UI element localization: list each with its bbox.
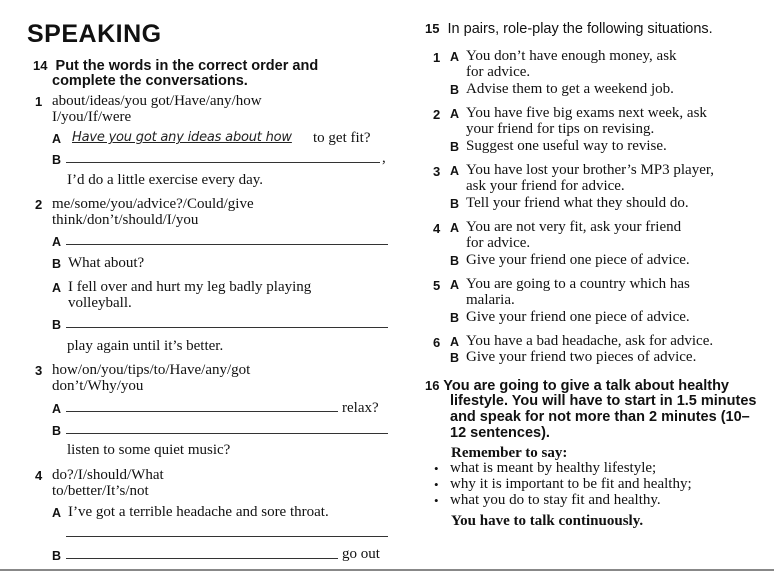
situation-2-b-line: Suggest one useful way to revise. (466, 138, 667, 154)
ex16-number: 16 (425, 378, 440, 393)
ex16-text-line1: You are going to give a talk about healthy (443, 378, 729, 394)
item-3-a-suffix: relax? (342, 400, 379, 416)
situation-3-b-label: B (450, 197, 460, 211)
item-2-a-answer-line[interactable] (66, 244, 388, 245)
item-3-b-answer-line[interactable] (66, 433, 388, 434)
item-1-continuation: I’d do a little exercise every day. (67, 172, 264, 188)
item-4-b-answer-line[interactable] (66, 558, 338, 559)
section-heading: SPEAKING (27, 20, 162, 48)
situation-4-b-line: Give your friend one piece of advice. (466, 252, 690, 268)
item-3-a-answer-line[interactable] (66, 411, 338, 412)
ex14-instruction-line2: complete the conversations. (52, 73, 248, 89)
item-4-b-suffix: go out (342, 546, 380, 562)
item-2-a-label: A (52, 235, 62, 249)
situation-4-a-line2: for advice. (466, 235, 531, 251)
ex16-bullet-3: what you do to stay fit and healthy. (450, 492, 661, 508)
item-1-a-answer: Have you got any ideas about how (72, 130, 292, 145)
item-3-prompt-line1: how/on/you/tips/to/Have/any/got (52, 362, 251, 378)
item-4-prompt-line2: to/better/It’s/not (52, 483, 149, 499)
situation-1-a-line1: You don’t have enough money, ask (466, 48, 677, 64)
situation-6-b-line: Give your friend two pieces of advice. (466, 349, 697, 365)
situation-4-a-label: A (450, 221, 460, 235)
item-1-b-label: B (52, 153, 62, 167)
item-2-prompt-line2: think/don’t/should/I/you (52, 212, 199, 228)
item-2-a2-label: A (52, 281, 62, 295)
situation-3-a-label: A (450, 164, 460, 178)
bullet-3-marker: • (434, 493, 439, 508)
situation-5-b-line: Give your friend one piece of advice. (466, 309, 690, 325)
situation-5-number: 5 (433, 278, 441, 293)
item-4-a-answer-line[interactable] (66, 536, 388, 537)
item-1-number: 1 (35, 94, 43, 109)
item-1-prompt-line2: I/you/If/were (52, 109, 132, 125)
item-2-continuation: play again until it’s better. (67, 338, 224, 354)
ex14-line1: Put the words in the correct order and (55, 58, 319, 74)
situation-6-a-line1: You have a bad headache, ask for advice. (466, 333, 714, 349)
situation-5-a-label: A (450, 278, 460, 292)
situation-3-number: 3 (433, 164, 441, 179)
situation-4-b-label: B (450, 254, 460, 268)
item-4-a-label: A (52, 506, 62, 520)
item-1-b-suffix: , (382, 150, 386, 166)
item-4-b-label: B (52, 549, 62, 563)
item-4-number: 4 (35, 468, 43, 483)
ex15-number: 15 (425, 21, 440, 36)
bullet-1-marker: • (434, 461, 439, 476)
ex15-instruction (425, 20, 713, 38)
bullet-2-marker: • (434, 477, 439, 492)
situation-3-a-line1: You have lost your brother’s MP3 player, (466, 162, 714, 178)
ex14-number: 14 (33, 58, 48, 73)
item-1-a-suffix: to get fit? (313, 130, 371, 146)
page-bottom-rule (0, 569, 774, 571)
situation-6-number: 6 (433, 335, 441, 350)
situation-4-number: 4 (433, 221, 441, 236)
situation-1-a-line2: for advice. (466, 64, 531, 80)
situation-2-a-label: A (450, 107, 460, 121)
item-3-number: 3 (35, 363, 43, 378)
situation-3-b-line: Tell your friend what they should do. (466, 195, 689, 211)
item-4-a-text: I’ve got a terrible headache and sore throat. (68, 504, 329, 520)
item-2-b-label: B (52, 257, 62, 271)
situation-1-b-line: Advise them to get a weekend job. (466, 81, 674, 97)
ex16-line3: and speak for not more than 2 minutes (10– (450, 409, 750, 425)
item-3-continuation: listen to some quiet music? (67, 442, 231, 458)
item-2-a2-line2: volleyball. (68, 295, 132, 311)
situation-4-a-line1: You are not very fit, ask your friend (466, 219, 682, 235)
situation-2-number: 2 (433, 107, 441, 122)
ex16-closing: You have to talk continuously. (451, 513, 644, 529)
ex16-line4: 12 sentences). (450, 425, 550, 441)
situation-2-a-line2: your friend for tips on revising. (466, 121, 655, 137)
item-4-prompt-line1: do?/I/should/What (52, 467, 164, 483)
item-1-b-answer-line[interactable] (66, 162, 380, 163)
situation-3-a-line2: ask your friend for advice. (466, 178, 625, 194)
item-2-prompt-line1: me/some/you/advice?/Could/give (52, 196, 254, 212)
situation-5-a-line2: malaria. (466, 292, 515, 308)
item-2-b-text: What about? (68, 255, 145, 271)
situation-5-b-label: B (450, 311, 460, 325)
item-1-a-label: A (52, 132, 62, 146)
situation-1-b-label: B (450, 83, 460, 97)
ex15-text: In pairs, role-play the following situations. (447, 21, 713, 37)
item-2-b2-label: B (52, 318, 62, 332)
item-2-a2-line1: I fell over and hurt my leg badly playing (68, 279, 312, 295)
ex16-remember: Remember to say: (451, 445, 568, 461)
situation-6-b-label: B (450, 351, 460, 365)
ex16-bullet-1: what is meant by healthy lifestyle; (450, 460, 657, 476)
item-2-b2-answer-line[interactable] (66, 327, 388, 328)
item-2-number: 2 (35, 197, 43, 212)
situation-2-a-line1: You have five big exams next week, ask (466, 105, 707, 121)
situation-5-a-line1: You are going to a country which has (466, 276, 690, 292)
situation-1-number: 1 (433, 50, 441, 65)
item-3-b-label: B (52, 424, 62, 438)
item-3-a-label: A (52, 402, 62, 416)
item-1-prompt-line1: about/ideas/you got/Have/any/how (52, 93, 262, 109)
ex16-bullet-2: why it is important to be fit and healthy; (450, 476, 692, 492)
situation-1-a-label: A (450, 50, 460, 64)
item-3-prompt-line2: don’t/Why/you (52, 378, 144, 394)
situation-2-b-label: B (450, 140, 460, 154)
situation-6-a-label: A (450, 335, 460, 349)
ex16-line2: lifestyle. You will have to start in 1.5 minutes (450, 393, 757, 409)
